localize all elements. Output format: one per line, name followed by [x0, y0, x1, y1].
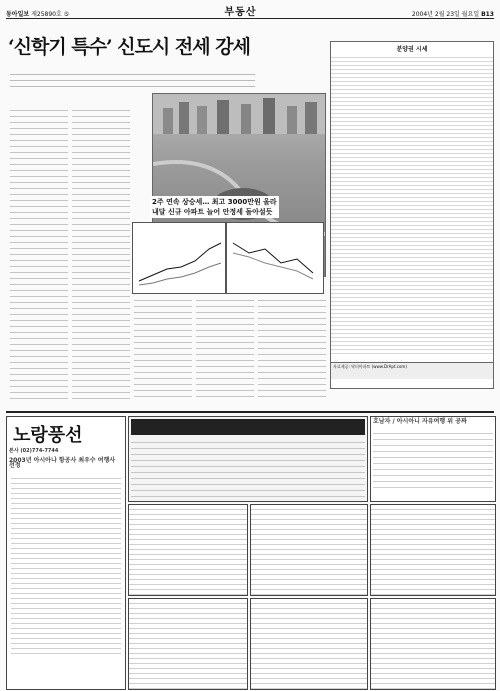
ad-block-2: [250, 504, 368, 596]
article-headline: ‘신학기 특수’ 신도시 전세 강세: [8, 36, 250, 58]
paper-name: 동아일보: [6, 11, 30, 18]
ad-right-banner: 호남자 / 아시아니 자유여행 위 공짜: [373, 418, 467, 425]
page-number: B13: [481, 11, 494, 18]
issue-date: 2004년 2월 23일 월요일: [411, 11, 480, 18]
article-subhead: [150, 196, 279, 218]
ad-right-top: [370, 416, 496, 502]
ad-block-6: [370, 598, 496, 690]
subhead-line-1: 2주 연속 상승세… 최고 3000만원 올라: [152, 198, 277, 206]
ad-right-text: [373, 428, 493, 488]
article-column-3: [134, 300, 192, 400]
section-title: 부동산: [224, 7, 257, 18]
article-column-5: [258, 300, 326, 400]
masthead-right: [412, 9, 494, 18]
travel-listing: [11, 474, 121, 654]
table-grid: [331, 54, 493, 354]
ad-center-top: [128, 416, 368, 502]
ad-section-divider: [6, 411, 494, 413]
ad-center-text: [131, 437, 365, 497]
ad-center-banner: [131, 419, 365, 435]
presale-price-table: [330, 41, 494, 389]
article-lede: [10, 74, 255, 92]
ad-block-1: [128, 504, 248, 596]
masthead-left: [6, 9, 69, 18]
travel-award: 2003년 아시아나 항공사 최우수 여행사 선정: [9, 457, 116, 469]
inset-chart-left-plot: [133, 223, 225, 293]
travel-brand: 노랑풍선: [13, 425, 83, 446]
article-column-1: [10, 110, 68, 400]
inset-chart-left: [132, 222, 226, 294]
issue-number: 제25890호 ⑤: [31, 11, 70, 18]
travel-phone: 본사 (02)774-7744: [9, 448, 59, 454]
ad-block-3: [370, 504, 496, 596]
ad-block-5: [250, 598, 368, 690]
table-source-banner: 자료제공: 닥터아파트 (www.DrApt.com): [331, 362, 494, 379]
ad-block-4: [128, 598, 248, 690]
article-column-4: [196, 300, 254, 400]
inset-chart-right: [226, 222, 324, 294]
table-title: 분양권 시세: [331, 42, 493, 56]
article-column-2: [72, 110, 130, 400]
travel-ad-left: [6, 416, 126, 690]
subhead-line-2: 내달 신규 아파트 늘어 안정세 돌아설듯: [152, 208, 273, 216]
page-header: [6, 4, 494, 19]
inset-chart-right-plot: [227, 223, 323, 293]
